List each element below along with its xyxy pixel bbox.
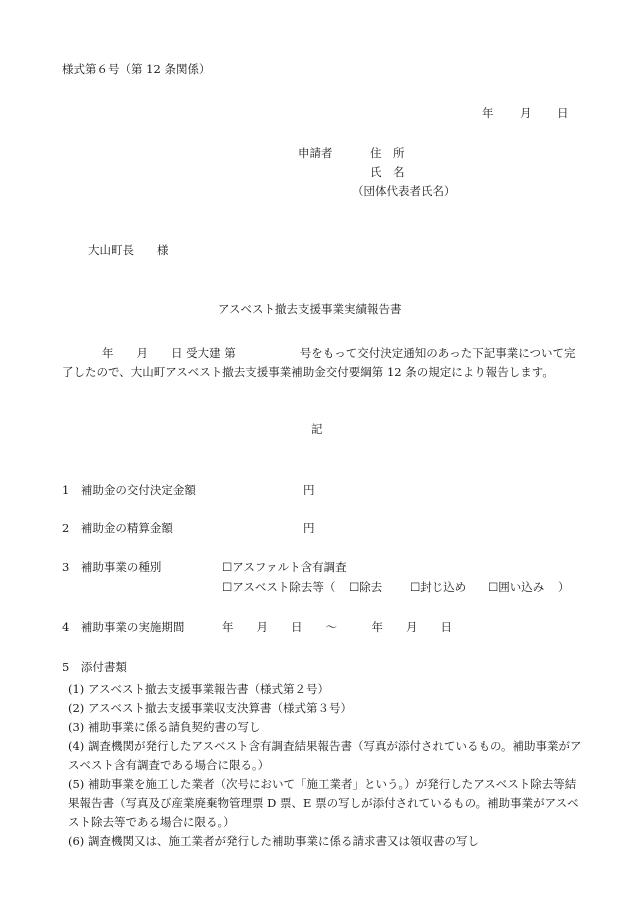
item1-label: 1 補助金の交付決定金額 bbox=[62, 483, 196, 497]
attachment-list bbox=[68, 680, 583, 851]
attachment-item: (6) 調査機関又は、施工業者が発行した補助事業に係る請求書又は領収書の写し bbox=[68, 834, 479, 848]
attachment-item: (3) 補助事業に係る請負契約書の写し bbox=[68, 720, 261, 734]
attachment-item: (2) アスベスト撤去支援事業収支決算書（様式第３号） bbox=[68, 701, 352, 715]
item3-close-paren: ） bbox=[558, 580, 570, 594]
date-year-label: 年 bbox=[482, 106, 494, 120]
item5-label: 5 添付書類 bbox=[62, 660, 127, 674]
item2-unit: 円 bbox=[303, 521, 315, 535]
checkbox-asbestos-removal[interactable]: ☐アスベスト除去等（ bbox=[222, 580, 336, 594]
addressee: 大山町長 様 bbox=[88, 243, 169, 257]
date-month-label: 月 bbox=[520, 106, 532, 120]
checkbox-encapsulation[interactable]: ☐封じ込め bbox=[410, 580, 467, 594]
applicant-representative-label: （団体代表者氏名） bbox=[352, 184, 456, 198]
ki-heading: 記 bbox=[311, 422, 323, 436]
attachment-item: (1) アスベスト撤去支援事業報告書（様式第２号） bbox=[68, 682, 329, 696]
item1-unit: 円 bbox=[303, 483, 315, 497]
body-date-prefix: 年 月 日 受大建 第 bbox=[102, 346, 236, 360]
document-title: アスベスト撤去支援事業実績報告書 bbox=[218, 302, 402, 316]
item2-label: 2 補助金の精算金額 bbox=[62, 521, 173, 535]
checkbox-enclosure[interactable]: ☐囲い込み bbox=[488, 580, 545, 594]
applicant-label: 申請者 bbox=[298, 146, 333, 160]
checkbox-removal[interactable]: ☐除去 bbox=[349, 580, 383, 594]
form-number: 様式第６号（第 12 条関係） bbox=[62, 62, 211, 76]
applicant-name-label: 氏 名 bbox=[370, 165, 405, 179]
date-day-label: 日 bbox=[557, 106, 569, 120]
item4-label: 4 補助事業の実施期間 bbox=[62, 620, 185, 634]
body-text: 号をもって交付決定通知のあった下記事業について完了したので、大山町アスベスト撤去支援事業補助金交付要綱第 12 条の規定により報告します。 bbox=[62, 346, 576, 379]
applicant-address-label: 住 所 bbox=[370, 146, 405, 160]
item4-period: 年 月 日 〜 年 月 日 bbox=[222, 620, 452, 634]
attachment-item: (5) 補助事業を施工した業者（次号において「施工業者」という。）が発行したアスベスト除去等結果報告書（写真及び産業廃棄物管理票 D 票、E 票の写しが添付されているもの。補助事業がアスベスト除去等である場合に限る。） bbox=[68, 777, 579, 829]
attachment-item: (4) 調査機関が発行したアスベスト含有調査結果報告書（写真が添付されているもの。補助事業がアスベスト含有調査である場合に限る。） bbox=[68, 739, 582, 772]
item3-label: 3 補助事業の種別 bbox=[62, 560, 162, 574]
checkbox-asphalt-survey[interactable]: ☐アスファルト含有調査 bbox=[222, 560, 347, 574]
body-paragraph bbox=[62, 344, 576, 382]
